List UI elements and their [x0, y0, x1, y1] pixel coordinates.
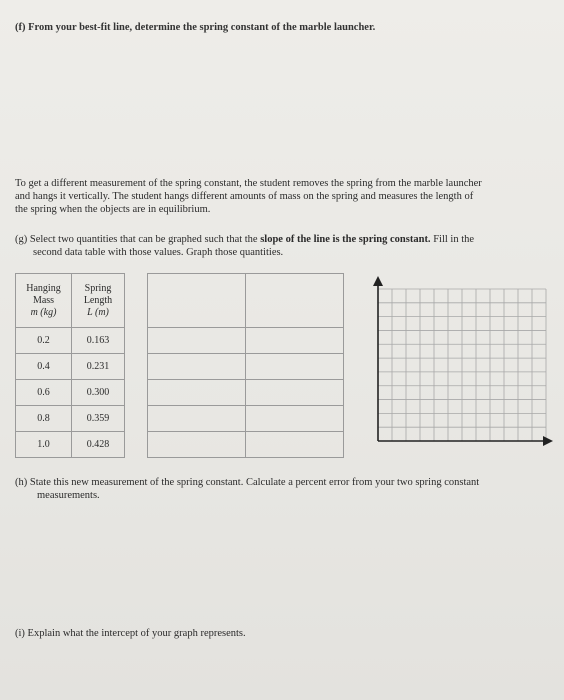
question-g-text-after: Fill in the — [433, 234, 475, 245]
y-axis-arrow-icon — [373, 276, 383, 286]
blank-cell[interactable] — [246, 328, 344, 354]
blank-data-table — [147, 273, 344, 458]
question-f-text: From your best-fit line, determine the spring constant of the marble launcher. — [28, 22, 376, 33]
header-hanging-mass: Hanging Mass m (kg) — [16, 274, 72, 328]
blank-cell[interactable] — [148, 354, 246, 380]
x-axis-arrow-icon — [543, 436, 553, 446]
table-row: 0.4 0.231 — [16, 354, 125, 380]
table-row: 1.0 0.428 — [16, 432, 125, 458]
blank-cell[interactable] — [246, 406, 344, 432]
blank-cell[interactable] — [246, 274, 344, 328]
question-g-label: (g) — [15, 234, 28, 245]
blank-cell[interactable] — [246, 432, 344, 458]
graph-grid[interactable] — [368, 275, 554, 457]
intro-line-1: To get a different measurement of the spring constant, the student removes the spring from the marble launcher — [15, 178, 482, 189]
question-h-line-2: measurements. — [37, 490, 100, 501]
question-g-text-before: Select two quantities that can be graphed such that the — [29, 234, 258, 245]
table-row: 0.6 0.300 — [16, 380, 125, 406]
blank-cell[interactable] — [148, 432, 246, 458]
question-f-label: (f) — [15, 22, 26, 33]
data-table — [15, 273, 125, 458]
question-i-label: (i) — [15, 628, 25, 639]
table-row: 0.8 0.359 — [16, 406, 125, 432]
blank-cell[interactable] — [246, 354, 344, 380]
question-h-line-1: State this new measurement of the spring constant. Calculate a percent error from your two spring constant — [29, 477, 480, 488]
blank-cell[interactable] — [148, 406, 246, 432]
question-h-label: (h) — [15, 477, 28, 488]
question-g-text-bold: slope of the line is the spring constant. — [260, 234, 431, 245]
question-h — [15, 476, 479, 502]
blank-cell[interactable] — [148, 328, 246, 354]
intro-line-2: and hangs it vertically. The student hangs different amounts of mass on the spring and measures the length of — [15, 191, 474, 202]
blank-cell[interactable] — [148, 274, 246, 328]
grid-lines — [378, 289, 546, 441]
header-spring-length: Spring Length L (m) — [72, 274, 125, 328]
intro-paragraph — [15, 177, 482, 216]
intro-line-3: the spring when the objects are in equilibrium. — [15, 204, 211, 215]
question-g — [15, 233, 474, 259]
blank-cell[interactable] — [148, 380, 246, 406]
question-f — [15, 21, 375, 34]
table-row: 0.2 0.163 — [16, 328, 125, 354]
question-g-line-2: second data table with those values. Graph those quantities. — [33, 247, 284, 258]
blank-cell[interactable] — [246, 380, 344, 406]
question-i-text: Explain what the intercept of your graph represents. — [27, 628, 246, 639]
question-i — [15, 627, 246, 640]
